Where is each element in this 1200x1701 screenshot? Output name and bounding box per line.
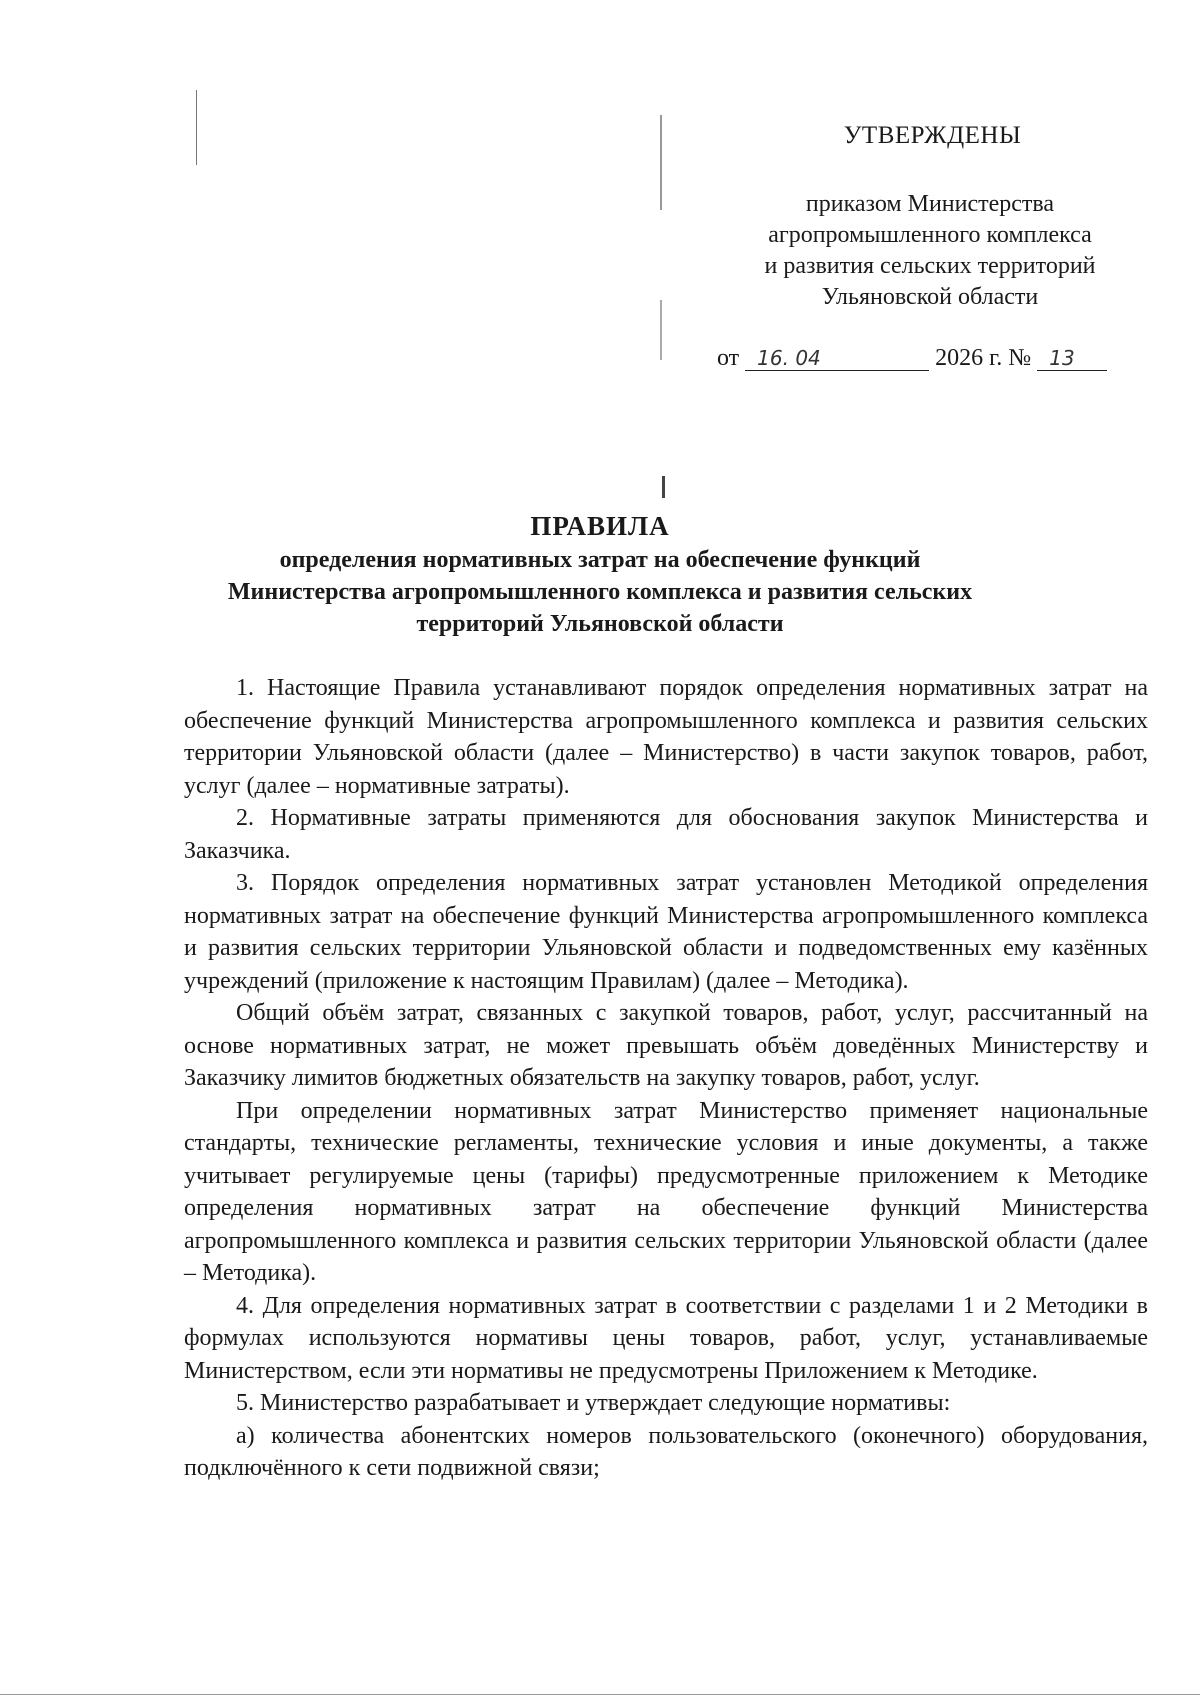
paragraph: 2. Нормативные затраты применяются для обоснования закупок Министерства и Заказчика. <box>184 805 1148 864</box>
title-line: Министерства агропромышленного комплекса и развития сельских <box>227 579 973 605</box>
scan-fold-mark <box>662 476 665 498</box>
paragraph: 4. Для определения нормативных затрат в соответствии с разделами 1 и 2 Методики в формулах используются нормативы цены товаров, работ, услуг, устанавливаемые Министерством, если эти нормативы не предусмотрены Приложением к Методике. <box>184 1292 1148 1384</box>
handwritten-number: 13 <box>1037 346 1107 371</box>
paragraph: 5. Министерство разрабатывает и утверждает следующие нормативы: <box>236 1390 951 1416</box>
paragraph: 3. Порядок определения нормативных затрат установлен Методикой определения нормативных затрат на обеспечение функций Министерства агропромышленного комплекса и развития сельских территории Ульяновской области и подведомственных ему казённых учреждений (приложение к настоящим Правилам) (далее – Методика). <box>184 870 1148 994</box>
paragraph: При определении нормативных затрат Министерство применяет национальные стандарты, технические регламенты, технические условия и иные документы, а также учитывает регулируемые цены (тарифы) предусмотренные приложением к Методике определения нормативных затрат на обеспечение функций Министерства агропромышленного комплекса и развития сельских территории Ульяновской области (далее – Методика). <box>184 1097 1148 1286</box>
scan-fold-mark <box>660 300 662 360</box>
paragraph: а) количества абонентских номеров пользовательского (оконечного) оборудования, подключённого к сети подвижной связи; <box>184 1422 1148 1481</box>
document-title <box>0 510 1200 640</box>
approval-line: агропромышленного комплекса <box>768 222 1092 248</box>
title-main: ПРАВИЛА <box>530 511 670 541</box>
handwritten-date: 16. 04 <box>745 346 929 371</box>
scan-margin-line <box>196 90 197 165</box>
scan-fold-mark <box>660 115 662 210</box>
approval-line: приказом Министерства <box>805 191 1055 217</box>
scan-bottom-line <box>0 1694 1200 1695</box>
order-date-line <box>717 345 1107 372</box>
paragraph: Общий объём затрат, связанных с закупкой товаров, работ, услуг, рассчитанный на основе нормативных затрат, не может превышать объём доведённых Министерству и Заказчику лимитов бюджетных обязательств на закупку товаров, работ, услуг. <box>184 1000 1148 1091</box>
approval-line: и развития сельских территорий <box>764 253 1096 279</box>
approval-line: Ульяновской области <box>821 284 1039 310</box>
date-prefix: от <box>717 345 740 371</box>
document-body <box>184 672 1148 1485</box>
title-line: определения нормативных затрат на обеспечение функций <box>279 547 921 573</box>
approval-block <box>700 120 1160 313</box>
year-text: 2026 г. № <box>935 345 1032 371</box>
paragraph: 1. Настоящие Правила устанавливают порядок определения нормативных затрат на обеспечение функций Министерства агропромышленного комплекса и развития сельских территории Ульяновской области (далее – Министерство) в части закупок товаров, работ, услуг (далее – нормативные затраты). <box>184 675 1148 799</box>
title-line: территорий Ульяновской области <box>416 611 784 637</box>
approval-heading: УТВЕРЖДЕНЫ <box>843 122 1022 149</box>
